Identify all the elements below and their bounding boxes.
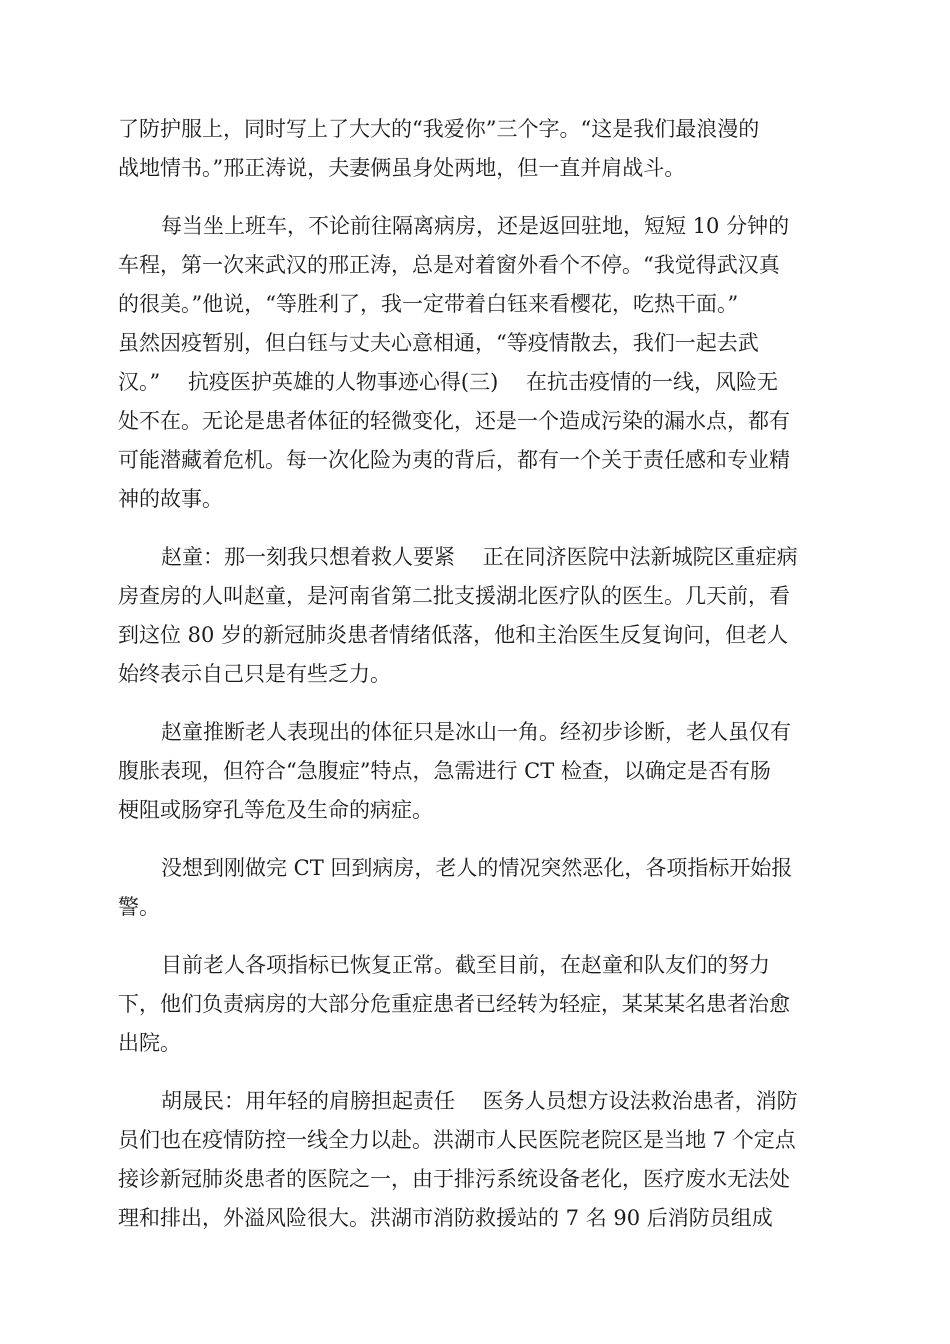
paragraph-5 bbox=[118, 849, 834, 927]
paragraph-1 bbox=[118, 110, 834, 188]
text-line: 没想到刚做完 CT 回到病房，老人的情况突然恶化，各项指标开始报 bbox=[161, 856, 793, 880]
text-line: 了防护服上，同时写上了大大的“我爱你”三个字。“这是我们最浪漫的 bbox=[118, 117, 760, 141]
text-line: 房查房的人叫赵童，是河南省第二批支援湖北医疗队的医生。几天前，看 bbox=[118, 584, 790, 608]
paragraph-4 bbox=[118, 713, 834, 830]
document-page bbox=[118, 110, 834, 1257]
paragraph-3 bbox=[118, 538, 834, 694]
text-line: 目前老人各项指标已恢复正常。截至目前，在赵童和队友们的努力 bbox=[161, 953, 770, 977]
text-line: 腹胀表现，但符合“急腹症”特点，急需进行 CT 检查，以确定是否有肠 bbox=[118, 759, 771, 783]
text-line: 下，他们负责病房的大部分危重症患者已经转为轻症，某某某名患者治愈 bbox=[118, 992, 790, 1016]
text-line: 汉。” 抗疫医护英雄的人物事迹心得(三) 在抗击疫情的一线，风险无 bbox=[118, 370, 778, 394]
text-line: 到这位 80 岁的新冠肺炎患者情绪低落，他和主治医生反复询问，但老人 bbox=[118, 623, 789, 647]
text-line: 战地情书。”邢正涛说，夫妻俩虽身处两地，但一直并肩战斗。 bbox=[118, 156, 686, 180]
paragraph-6 bbox=[118, 946, 834, 1063]
text-line: 警。 bbox=[118, 895, 160, 919]
text-line: 每当坐上班车，不论前往隔离病房，还是返回驻地，短短 10 分钟的 bbox=[161, 214, 790, 238]
text-line: 赵童：那一刻我只想着救人要紧 正在同济医院中法新城院区重症病 bbox=[161, 545, 798, 569]
text-line: 车程，第一次来武汉的邢正涛，总是对着窗外看个不停。“我觉得武汉真 bbox=[118, 253, 780, 277]
text-line: 的很美。”他说，“等胜利了，我一定带着白钰来看樱花，吃热干面。” bbox=[118, 292, 739, 316]
text-line: 神的故事。 bbox=[118, 487, 223, 511]
text-line: 始终表示自己只是有些乏力。 bbox=[118, 662, 391, 686]
text-line: 可能潜藏着危机。每一次化险为夷的背后，都有一个关于责任感和专业精 bbox=[118, 448, 790, 472]
text-line: 处不在。无论是患者体征的轻微变化，还是一个造成污染的漏水点，都有 bbox=[118, 409, 790, 433]
text-line: 员们也在疫情防控一线全力以赴。洪湖市人民医院老院区是当地 7 个定点 bbox=[118, 1128, 796, 1152]
paragraph-7 bbox=[118, 1082, 834, 1238]
text-line: 接诊新冠肺炎患者的医院之一，由于排污系统设备老化，医疗废水无法处 bbox=[118, 1167, 790, 1191]
text-line: 胡晟民：用年轻的肩膀担起责任 医务人员想方设法救治患者，消防 bbox=[161, 1089, 798, 1113]
paragraph-2 bbox=[118, 207, 834, 519]
text-line: 虽然因疫暂别，但白钰与丈夫心意相通，“等疫情散去，我们一起去武 bbox=[118, 331, 759, 355]
text-line: 出院。 bbox=[118, 1031, 181, 1055]
text-line: 理和排出，外溢风险很大。洪湖市消防救援站的 7 名 90 后消防员组成 bbox=[118, 1206, 773, 1230]
text-line: 梗阻或肠穿孔等危及生命的病症。 bbox=[118, 798, 433, 822]
text-line: 赵童推断老人表现出的体征只是冰山一角。经初步诊断，老人虽仅有 bbox=[161, 720, 791, 744]
